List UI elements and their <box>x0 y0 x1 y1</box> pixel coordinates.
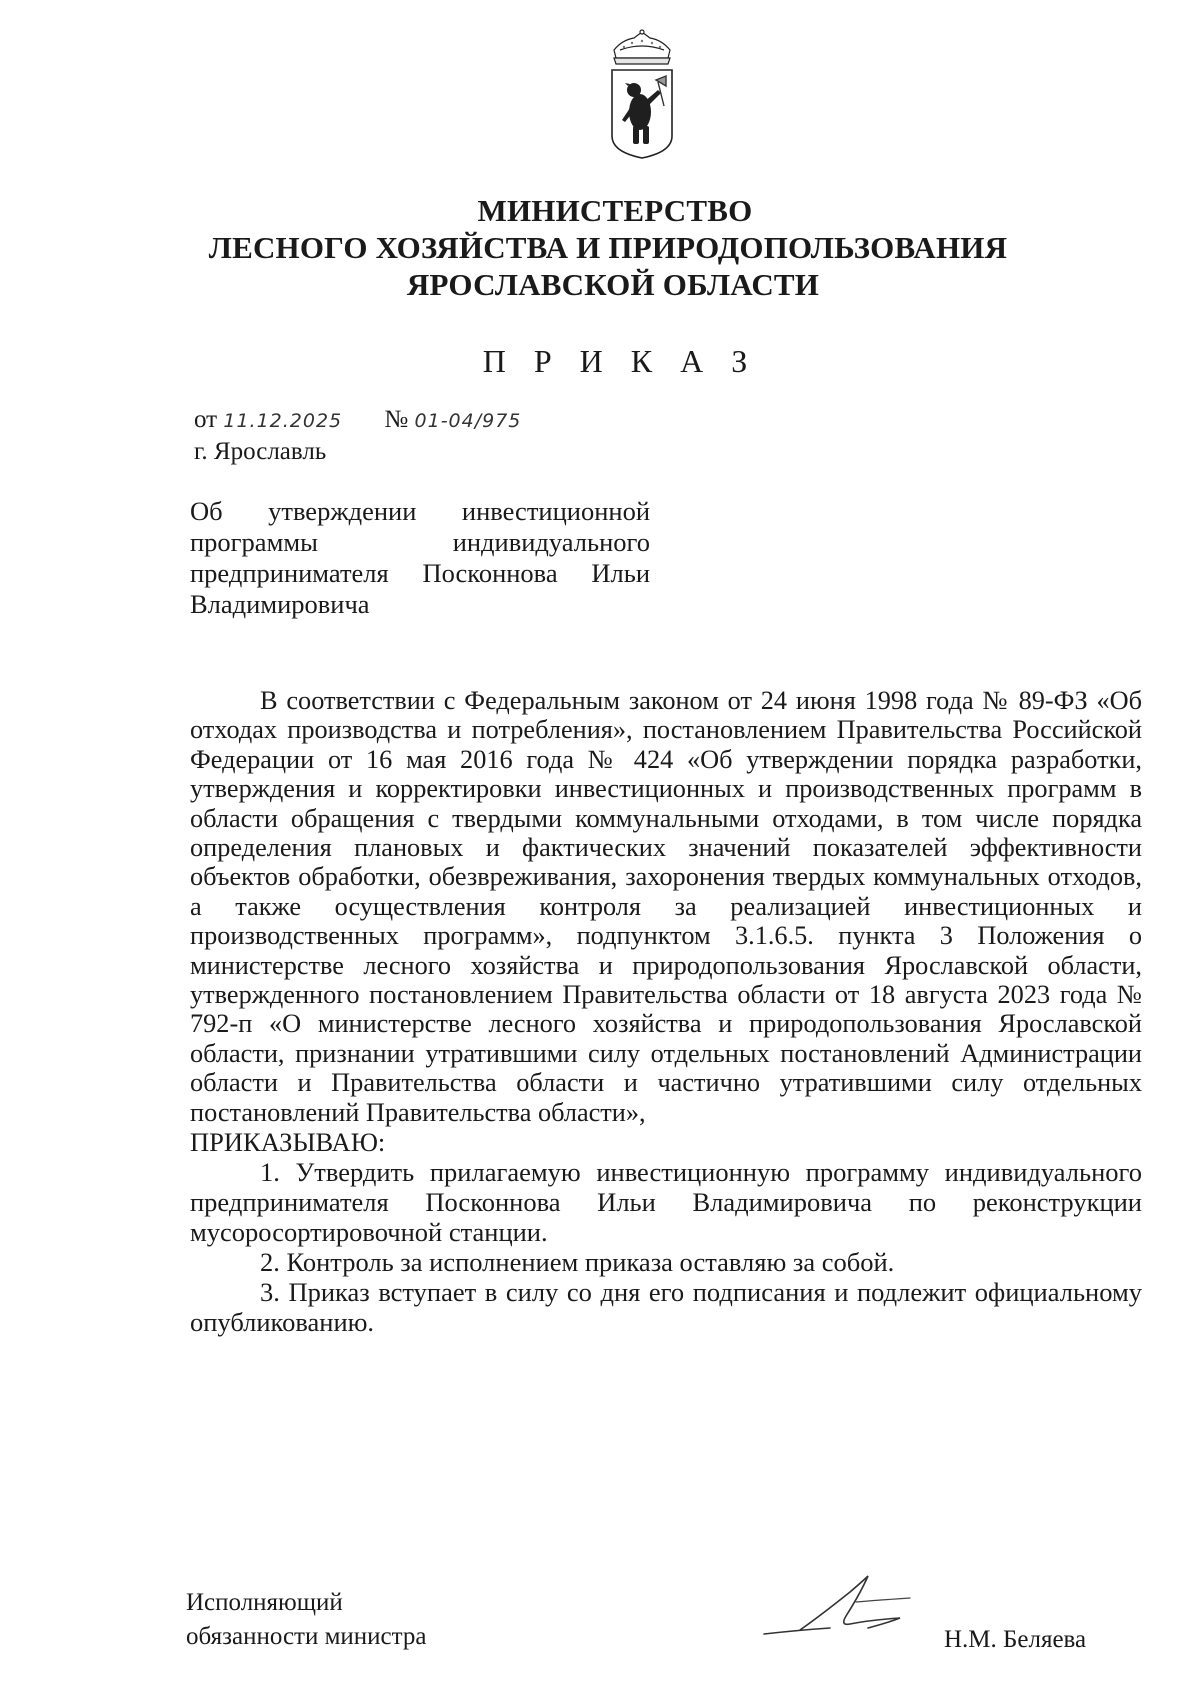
ministry-title-line-2: ЛЕСНОГО ХОЗЯЙСТВА И ПРИРОДОПОЛЬЗОВАНИЯ <box>208 230 1008 265</box>
number-label: № <box>384 406 409 433</box>
date-label: от <box>194 406 218 433</box>
handwritten-signature <box>760 1564 920 1646</box>
position-line-1: Исполняющий <box>186 1589 343 1616</box>
order-item-3: 3. Приказ вступает в силу со дня его подписания и подлежит официальному опубликованию. <box>190 1277 1142 1338</box>
position-line-2: обязанности министра <box>186 1623 427 1650</box>
ministry-title-line-1: МИНИСТЕРСТВО <box>477 193 753 228</box>
date-value: 11.12.2025 <box>223 410 343 432</box>
signer-name: Н.М. Беляева <box>944 1626 1087 1653</box>
signatory-position <box>186 1586 426 1654</box>
document-subject: Об утверждении инвестиционной программы индивидуального предпринимателя Посконнова Ильи Владимировича <box>190 496 650 619</box>
order-word: ПРИКАЗЫВАЮ: <box>190 1127 386 1158</box>
order-item-1: 1. Утвердить прилагаемую инвестиционную программу индивидуального предпринимателя Посконнова Ильи Владимировича по реконструкции мусоросортировочной станции. <box>190 1157 1142 1248</box>
date-number-line <box>194 406 521 434</box>
ministry-title <box>0 192 1200 303</box>
preamble-paragraph: В соответствии с Федеральным законом от 24 июня 1998 года № 89-ФЗ «Об отходах производства и потребления», постановлением Правительства Российской Федерации от 16 мая 2016 года № 424 «Об утверждении порядка разработки, утверждения и корректировки инвестиционных и производственных программ в области обращения с твердыми коммунальными отходами, в том числе порядка определения плановых и фактических значений показателей эффективности объектов обработки, обезвреживания, захоронения твердых коммунальных отходов, а также осуществления контроля за реализацией инвестиционных и производственных программ», подпунктом 3.1.6.5. пункта 3 Положения о министерстве лесного хозяйства и природопользования Ярославской области, утвержденного постановлением Правительства области от 18 августа 2023 года № 792-п «О министерстве лесного хозяйства и природопользования Ярославской области, признании утратившими силу отдельных постановлений Администрации области и Правительства области и частично утратившими силу отдельных постановлений Правительства области», <box>190 686 1142 1127</box>
order-item-2: 2. Контроль за исполнением приказа оставляю за собой. <box>260 1247 895 1278</box>
document-type: П Р И К А З <box>482 343 758 379</box>
ministry-title-line-3: ЯРОСЛАВСКОЙ ОБЛАСТИ <box>406 267 820 302</box>
coat-of-arms-emblem <box>600 28 684 160</box>
number-value: 01-04/975 <box>414 410 522 432</box>
document-body <box>190 686 1142 1337</box>
city: г. Ярославль <box>194 438 327 465</box>
